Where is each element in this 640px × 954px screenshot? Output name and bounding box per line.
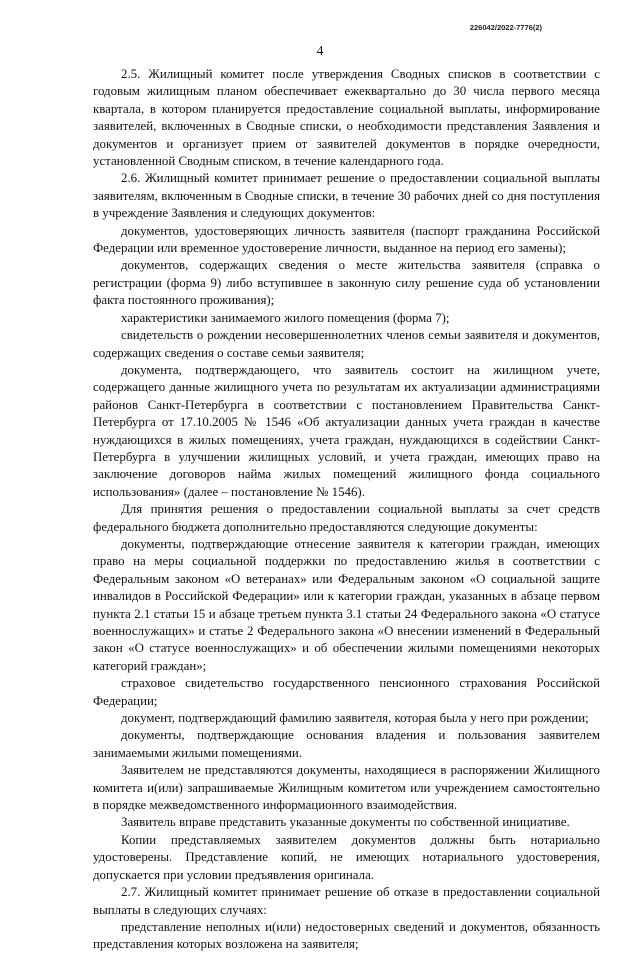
list-item-birth-certificates: свидетельств о рождении несовершеннолетних членов семьи заявителя и документов, содержащих сведения о составе семьи заявителя; xyxy=(93,328,600,360)
paragraph-2-5: 2.5. Жилищный комитет после утверждения Сводных списков в соответствии с годовым жилищным планом обеспечивает ежеквартально до 30 числа первого месяца квартала, в котором планируется предоставление социальной выплаты, информирование заявителей, включенных в Сводные списки, о необходимости представления Заявления и документов и организует прием от заявителей документов в порядке очередности, установленной Сводным списком, в течение календарного года. xyxy=(93,67,600,169)
document-registration-number: 226042/2022-7776(2) xyxy=(469,23,542,32)
list-item-category-documents: документы, подтверждающие отнесение заявителя к категории граждан, имеющих право на меры социальной поддержки по предоставлению жилья в соответствии с Федеральным законом «О ветеранах» или Федеральным законом «О социальной защите инвалидов в Российской Федерации» или к категории граждан, указанных в абзаце первом пункта 2.1 статьи 15 и абзаце третьем пункта 3.1 статьи 24 Федерального закона «О статусе военнослужащих» и статье 2 Федерального закона «О внесении изменений в Федеральный закон «О статусе военнослужащих» и об обеспечении жилыми помещениями некоторых категорий граждан»; xyxy=(93,536,600,673)
list-item-housing-registration: документа, подтверждающего, что заявитель состоит на жилищном учете, содержащего данные жилищного учета по результатам их актуализации администрациями районов Санкт-Петербурга в соответствии с постановлением Правительства Санкт-Петербурга от 17.10.2005 № 1546 «Об актуализации данных учета граждан в качестве нуждающихся в жилых помещениях, учета граждан, нуждающихся в содействии Санкт-Петербурга в улучшении жилищных условий, и учета граждан, имеющих право на заключение договоров найма жилых помещений жилищного фонда социального использования» (далее – постановление № 1546). xyxy=(93,362,600,499)
paragraph-2-6: 2.6. Жилищный комитет принимает решение о предоставлении социальной выплаты заявителям, включенным в Сводные списки, в течение 30 рабочих дней со дня поступления в учреждение Заявления и следующих документов: xyxy=(93,171,600,221)
list-item-identity-documents: документов, удостоверяющих личность заявителя (паспорт гражданина Российской Федерации или временное удостоверение личности, выданное на период его замены); xyxy=(93,223,600,256)
list-item-residence-documents: документов, содержащих сведения о месте жительства заявителя (справка о регистрации (форма 9) либо вступившее в законную силу решение суда об установлении факта постоянного проживания); xyxy=(93,258,600,308)
list-item-incomplete-information: представление неполных и(или) недостоверных сведений и документов, обязанность представления которых возложена на заявителя; xyxy=(93,919,600,952)
paragraph-federal-budget: Для принятия решения о предоставлении социальной выплаты за счет средств федерального бюджета дополнительно предоставляются следующие документы: xyxy=(93,502,600,534)
list-item-pension-insurance: страховое свидетельство государственного пенсионного страхования Российской Федерации; xyxy=(93,676,600,708)
document-body xyxy=(93,66,600,954)
paragraph-notarized-copies: Копии представляемых заявителем документов должны быть нотариально удостоверены. Представление копий, не имеющих нотариального удостоверения, допускается при условии предъявления оригинала. xyxy=(93,832,600,882)
list-item-ownership-documents: документы, подтверждающие основания владения и пользования заявителем занимаемыми жилыми помещениями. xyxy=(93,728,600,760)
paragraph-2-7: 2.7. Жилищный комитет принимает решение об отказе в предоставлении социальной выплаты в следующих случаях: xyxy=(93,885,600,917)
paragraph-not-required-documents: Заявителем не представляются документы, находящиеся в распоряжении Жилищного комитета и(или) запрашиваемые Жилищным комитетом или учреждением самостоятельно в порядке межведомственного информационного взаимодействия. xyxy=(93,763,600,813)
paragraph-own-initiative: Заявитель вправе представить указанные документы по собственной инициативе. xyxy=(121,815,570,830)
page-number: 4 xyxy=(316,44,324,59)
list-item-housing-characteristics: характеристики занимаемого жилого помещения (форма 7); xyxy=(121,310,450,325)
list-item-birth-surname: документ, подтверждающий фамилию заявителя, которая была у него при рождении; xyxy=(121,711,589,726)
